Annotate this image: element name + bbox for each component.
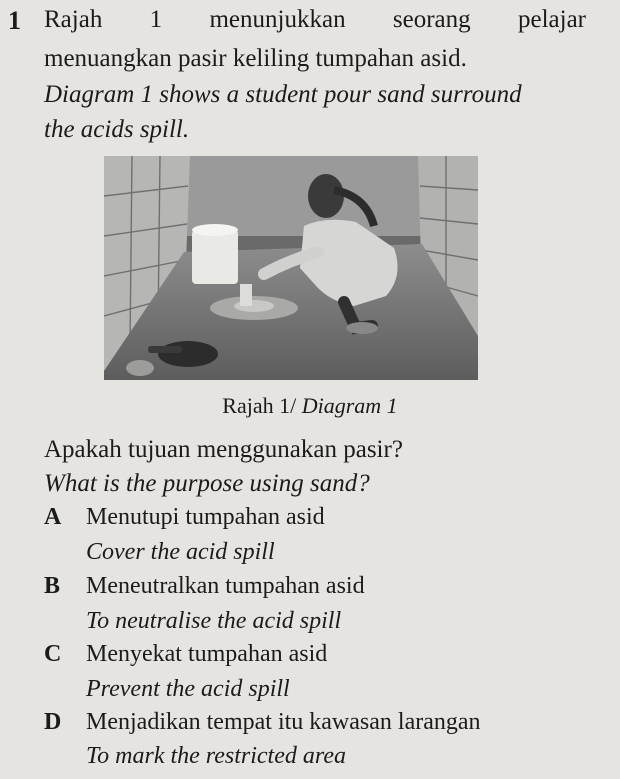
stem-word: pelajar [517, 6, 586, 33]
lab-spill-photo [104, 156, 478, 380]
stem-malay-line-1 [44, 6, 586, 34]
option-letter: A [44, 504, 62, 530]
option-malay: Meneutralkan tumpahan asid [86, 573, 365, 599]
stem-english-line-1: Diagram 1 shows a student pour sand surround [44, 81, 522, 108]
option-letter: D [44, 709, 62, 735]
option-english: Cover the acid spill [86, 539, 275, 565]
option-malay: Menutupi tumpahan asid [86, 504, 325, 530]
stem-english-line-2: the acids spill. [44, 116, 190, 143]
option-english: To neutralise the acid spill [86, 608, 342, 634]
question-number: 1 [8, 6, 21, 35]
stem-malay-line-2: menuangkan pasir keliling tumpahan asid. [44, 45, 467, 72]
option-malay: Menjadikan tempat itu kawasan larangan [86, 709, 481, 735]
stem-word: seorang [392, 6, 471, 33]
stem-word: menunjukkan [209, 6, 346, 33]
option-malay: Menyekat tumpahan asid [86, 641, 328, 667]
prompt-english: What is the purpose using sand? [44, 470, 370, 497]
option-letter: C [44, 641, 62, 667]
caption-malay: Rajah 1/ [222, 393, 297, 418]
option-english: Prevent the acid spill [86, 676, 290, 702]
stem-word: Rajah [44, 6, 103, 33]
stem-word: 1 [149, 6, 163, 33]
caption-english: Diagram 1 [301, 393, 398, 418]
option-english: To mark the restricted area [86, 743, 346, 769]
diagram-caption [0, 393, 620, 419]
option-letter: B [44, 573, 61, 599]
prompt-malay: Apakah tujuan menggunakan pasir? [44, 436, 403, 463]
